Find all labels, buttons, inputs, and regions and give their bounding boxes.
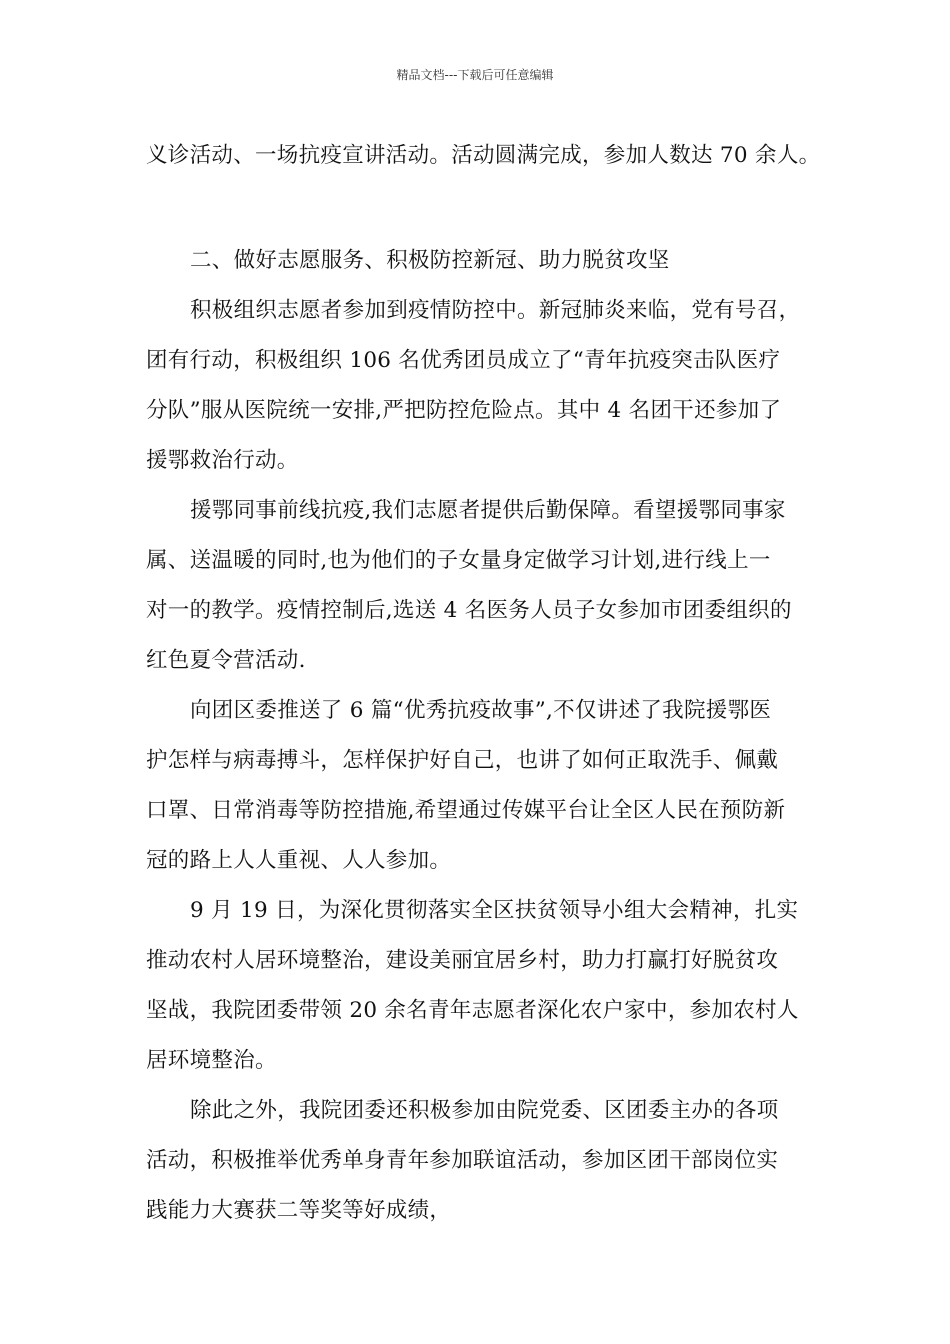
paragraph-4 (146, 886, 836, 1086)
section-heading: 二、做好志愿服务、积极防控新冠、助力脱贫攻坚 (190, 248, 670, 273)
paragraph-line: 推动农村人居环境整治，建设美丽宜居乡村，助力打赢打好脱贫攻 (146, 948, 779, 973)
paragraph-line: 援鄂同事前线抗疫,我们志愿者提供后勤保障。看望援鄂同事家 (190, 498, 786, 523)
paragraph-5 (146, 1086, 836, 1236)
paragraph-line: 红色夏令营活动. (146, 648, 306, 673)
document-body (146, 131, 836, 1236)
paragraph-line: 践能力大赛获二等奖等好成绩， (146, 1198, 452, 1223)
paragraph-line: 居环境整治。 (146, 1048, 277, 1073)
paragraph-line: 援鄂救治行动。 (146, 448, 299, 473)
paragraph-3 (146, 686, 836, 886)
paragraph-line: 坚战，我院团委带领 20 余名青年志愿者深化农户家中，参加农村人 (146, 998, 799, 1023)
paragraph-line: 冠的路上人人重视、人人参加。 (146, 848, 452, 873)
paragraph-1 (146, 286, 836, 486)
paragraph-2 (146, 486, 836, 686)
paragraph-line: 活动，积极推举优秀单身青年参加联谊活动，参加区团干部岗位实 (146, 1148, 779, 1173)
continuation-line: 义诊活动、一场抗疫宣讲活动。活动圆满完成，参加人数达 70 余人。 (146, 143, 821, 168)
paragraph-line: 9 月 19 日，为深化贯彻落实全区扶贫领导小组大会精神，扎实 (190, 898, 799, 923)
section-gap (146, 181, 836, 236)
paragraph-line: 护怎样与病毒搏斗，怎样保护好自己，也讲了如何正取洗手、佩戴 (146, 748, 779, 773)
paragraph-line: 口罩、日常消毒等防控措施,希望通过传媒平台让全区人民在预防新 (146, 798, 786, 823)
paragraph-line: 积极组织志愿者参加到疫情防控中。新冠肺炎来临，党有号召， (190, 298, 801, 323)
paragraph-line: 向团区委推送了 6 篇“优秀抗疫故事”,不仅讲述了我院援鄂医 (190, 698, 772, 723)
paragraph-line: 团有行动，积极组织 106 名优秀团员成立了“青年抗疫突击队医疗 (146, 348, 781, 373)
paragraph-line: 分队”服从医院统一安排,严把防控危险点。其中 4 名团干还参加了 (146, 398, 782, 423)
paragraph-line: 除此之外，我院团委还积极参加由院党委、区团委主办的各项 (190, 1098, 779, 1123)
paragraph-line: 属、送温暖的同时,也为他们的子女量身定做学习计划,进行线上一 (146, 548, 771, 573)
paragraph-line: 对一的教学。疫情控制后,选送 4 名医务人员子女参加市团委组织的 (146, 598, 792, 623)
page-header: 精品文档---下载后可任意编辑 (396, 68, 554, 82)
